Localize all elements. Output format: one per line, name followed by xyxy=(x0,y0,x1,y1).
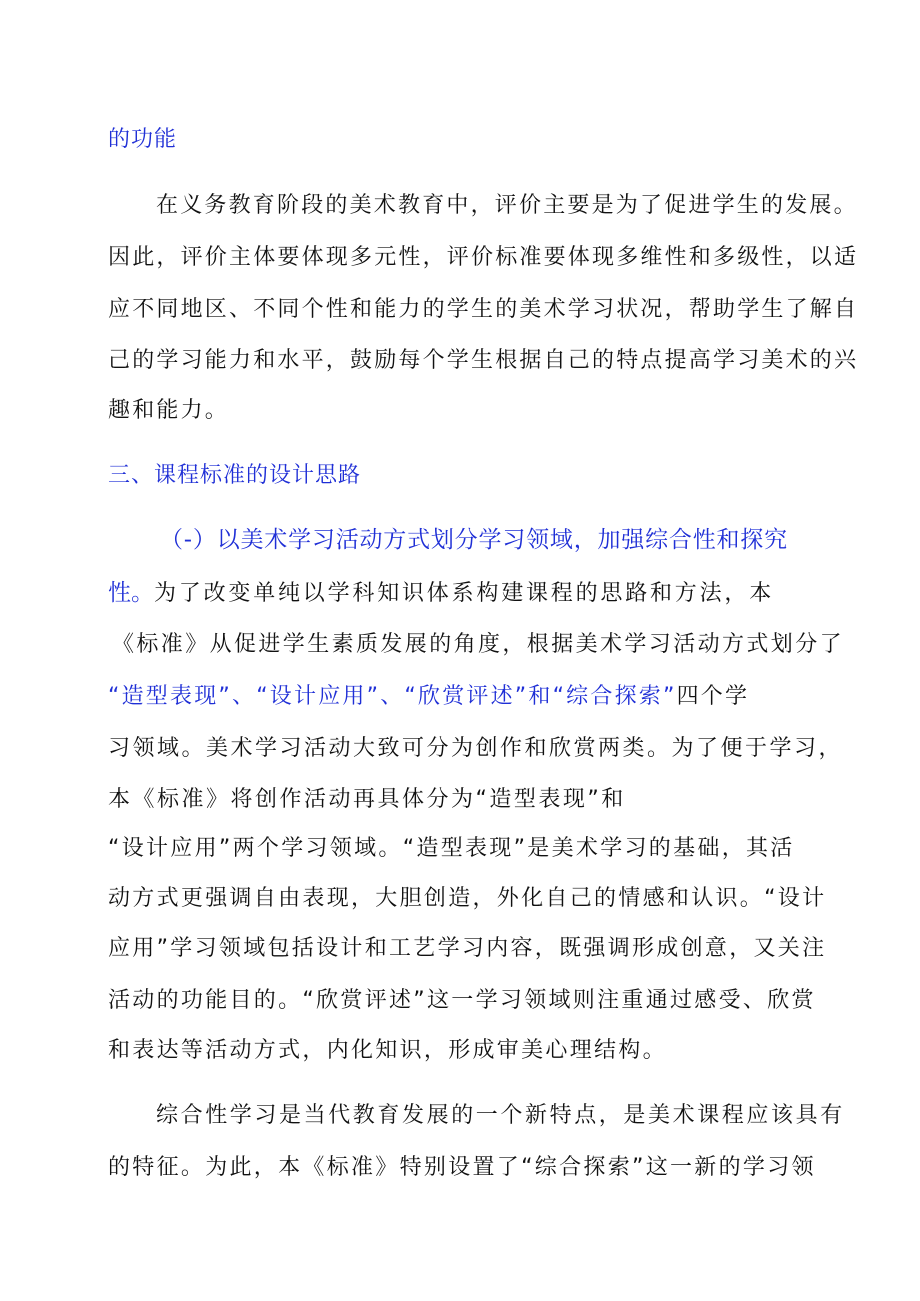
paragraph-line: 应不同地区、不同个性和能力的学生的美术学习状况，帮助学生了解自 xyxy=(108,297,859,322)
paragraph-line: 综合性学习是当代教育发展的一个新特点，是美术课程应该具有 xyxy=(156,1103,845,1128)
paragraph-line: 活动的功能目的。“欣赏评述”这一学习领域则注重通过感受、欣赏 xyxy=(108,988,816,1013)
section-tail-heading: 的功能 xyxy=(108,127,178,152)
section-heading: 三、课程标准的设计思路 xyxy=(108,463,362,488)
paragraph-line xyxy=(108,682,749,712)
paragraph-line xyxy=(108,578,774,609)
paragraph-line: 本《标准》将创作活动再具体分为“造型表现”和 xyxy=(108,787,626,812)
paragraph-line: 动方式更强调自由表现，大胆创造，外化自己的情感和认识。“设计 xyxy=(108,886,827,911)
learning-areas-highlight: “造型表现”、“设计应用”、“欣赏评述”和“综合探索” xyxy=(108,684,677,709)
paragraph-text: 为了改变单纯以学科知识体系构建课程的思路和方法，本 xyxy=(154,581,775,606)
subsection-heading: （-）以美术学习活动方式划分学习领域，加强综合性和探究 xyxy=(160,527,788,553)
paragraph-line: “设计应用”两个学习领域。“造型表现”是美术学习的基础，其活 xyxy=(108,836,795,861)
paragraph-line: 《标准》从促进学生素质发展的角度，根据美术学习活动方式划分了 xyxy=(112,632,845,657)
paragraph-line: 和表达等活动方式，内化知识，形成审美心理结构。 xyxy=(108,1038,667,1063)
paragraph-line: 己的学习能力和水平，鼓励每个学生根据自己的特点提高学习美术的兴 xyxy=(108,348,859,373)
paragraph-line: 因此，评价主体要体现多元性，评价标准要体现多维性和多级性，以适 xyxy=(108,245,859,270)
paragraph-line: 习领域。美术学习活动大致可分为创作和欣赏两类。为了便于学习， xyxy=(108,736,844,761)
subsection-heading-end: 性。 xyxy=(108,580,154,606)
paragraph-line: 应用”学习领域包括设计和工艺学习内容，既强调形成创意，又关注 xyxy=(108,936,827,961)
paragraph-text: 四个学 xyxy=(676,684,750,709)
paragraph-line: 在义务教育阶段的美术教育中，评价主要是为了促进学生的发展。 xyxy=(156,193,858,218)
paragraph-line: 趣和能力。 xyxy=(108,398,230,423)
paragraph-line: 的特征。为此，本《标准》特别设置了“综合探索”这一新的学习领 xyxy=(108,1155,816,1180)
